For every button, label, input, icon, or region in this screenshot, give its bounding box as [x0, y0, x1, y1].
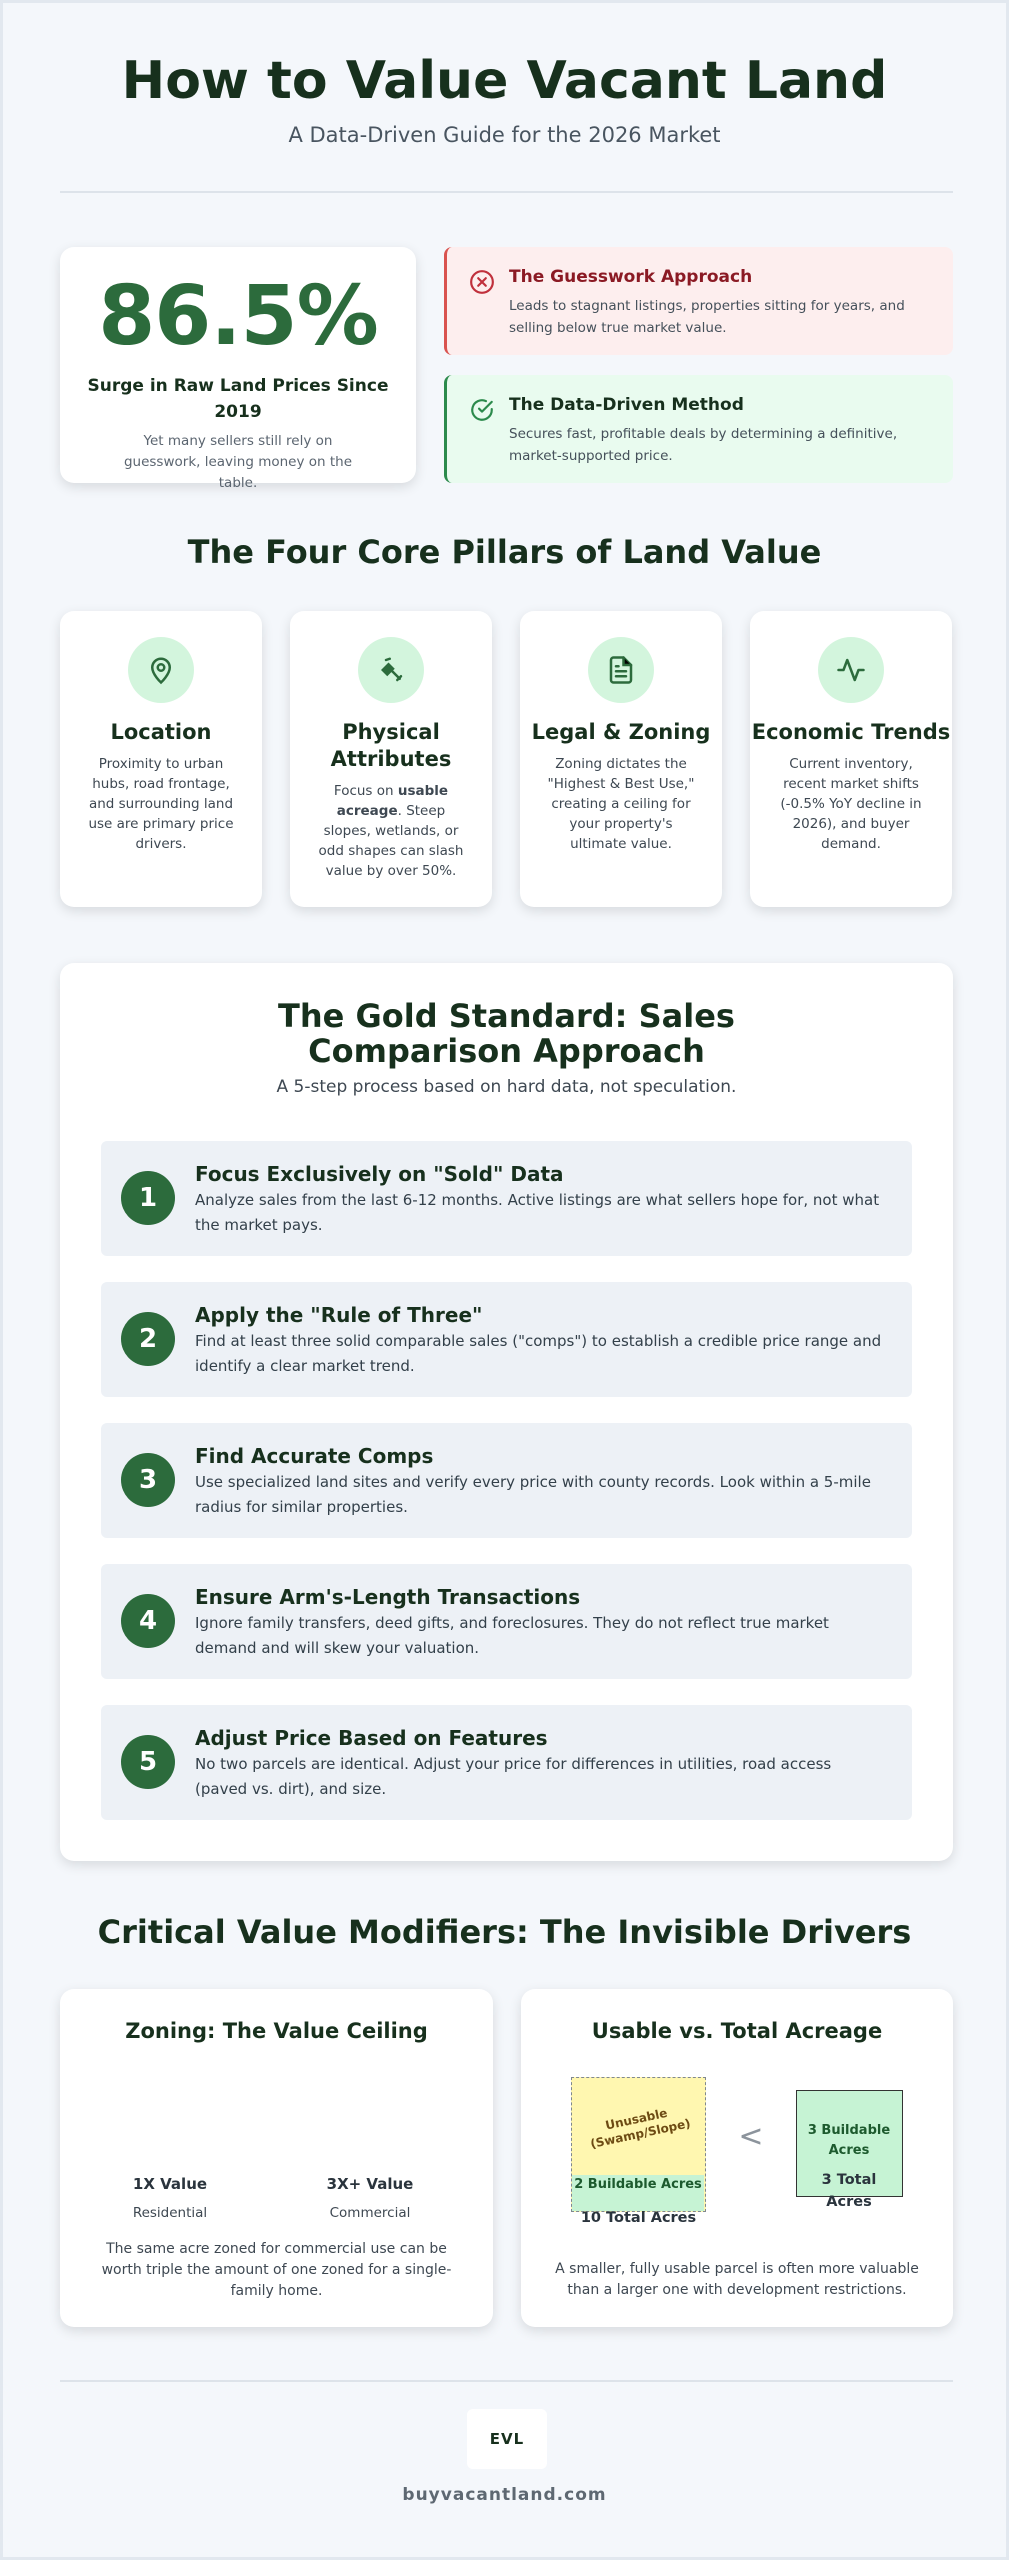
step-title: Ensure Arm's-Length Transactions: [195, 1585, 581, 1609]
step-number: 4: [121, 1594, 175, 1648]
document-icon: [606, 655, 636, 685]
step-number: 3: [121, 1453, 175, 1507]
buildable-big-label: 3 Buildable Acres: [807, 2123, 891, 2158]
step-title: Apply the "Rule of Three": [195, 1303, 483, 1327]
zoning-right-value: 3X+ Value: [326, 2175, 414, 2193]
step-title: Adjust Price Based on Features: [195, 1726, 548, 1750]
gold-subtitle: A 5-step process based on hard data, not speculation.: [276, 1077, 737, 1097]
less-than-symbol: <: [738, 2119, 764, 2154]
pillar-desc: Proximity to urban hubs, road frontage, and surrounding land use are primary price drivers.: [88, 756, 234, 852]
step-number: 1: [121, 1171, 175, 1225]
zoning-title: Zoning: The Value Ceiling: [125, 2019, 428, 2043]
pillar-desc: Focus on usable acreage. Steep slopes, wetlands, or odd shapes can slash value by over 50%.: [318, 783, 464, 879]
unusable-label: Unusable (Swamp/Slope): [589, 2105, 692, 2151]
large-parcel: [571, 2077, 706, 2212]
step-item: [101, 1282, 912, 1397]
footer-divider: [60, 2380, 953, 2382]
pillar-card-legal: [520, 611, 722, 907]
x-circle-icon: [469, 269, 495, 295]
page-title: How to Value Vacant Land: [121, 51, 888, 111]
stat-card: [60, 247, 416, 491]
pillar-title: Location: [110, 720, 212, 744]
pillar-title: Physical Attributes: [330, 720, 452, 771]
pillar-title: Economic Trends: [751, 720, 951, 744]
footer-site-link[interactable]: buyvacantland.com: [402, 2485, 607, 2505]
zoning-card: [60, 1989, 493, 2327]
pillar-card-physical: [290, 611, 492, 907]
step-number: 2: [121, 1312, 175, 1366]
step-desc: Find at least three solid comparable sales ("comps") to establish a credible price range and identify a clear market trend.: [195, 1332, 882, 1375]
zoning-right-label: Commercial: [329, 2205, 411, 2221]
modifiers-title: Critical Value Modifiers: The Invisible Drivers: [97, 1913, 912, 1951]
map-pin-icon: [146, 655, 176, 685]
step-desc: Analyze sales from the last 6-12 months. Active listings are what sellers hope for, not what the market pays.: [195, 1191, 880, 1234]
step-title: Find Accurate Comps: [195, 1444, 434, 1468]
stat-value: 86.5%: [98, 269, 378, 364]
shovel-icon: [376, 655, 406, 685]
step-item: [101, 1423, 912, 1538]
buildable-small-label: 2 Buildable Acres: [572, 2175, 704, 2212]
approach-title: The Guesswork Approach: [509, 267, 753, 287]
acreage-note: A smaller, fully usable parcel is often more valuable than a larger one with development restrictions.: [555, 2261, 919, 2298]
approach-desc: Secures fast, profitable deals by determining a definitive, market-supported price.: [509, 426, 898, 464]
gold-standard-card: [60, 963, 953, 1861]
total-small-label: 3 Total Acres: [821, 2172, 877, 2210]
header-divider: [60, 191, 953, 193]
acreage-card: [521, 1989, 953, 2327]
zoning-left-label: Residential: [132, 2205, 208, 2221]
pillar-desc: Zoning dictates the "Highest & Best Use," creating a ceiling for your property's ultimate value.: [547, 756, 695, 852]
acreage-title: Usable vs. Total Acreage: [591, 2019, 883, 2043]
step-desc: No two parcels are identical. Adjust your price for differences in utilities, road access (paved vs. dirt), and size.: [195, 1755, 832, 1798]
stat-note: Yet many sellers still rely on guesswork, leaving money on the table.: [123, 433, 353, 491]
step-item: [101, 1141, 912, 1256]
data-driven-approach-card: [444, 375, 953, 483]
approach-title: The Data-Driven Method: [509, 395, 744, 415]
pillar-desc: Current inventory, recent market shifts (-0.5% YoY decline in 2026), and buyer demand.: [780, 756, 922, 852]
step-item: [101, 1705, 912, 1820]
page-subtitle: A Data-Driven Guide for the 2026 Market: [288, 123, 721, 147]
pillar-card-economic: [750, 611, 952, 907]
footer-logo: [467, 2409, 547, 2469]
activity-icon: [836, 655, 866, 685]
gold-title: The Gold Standard: Sales Comparison Approach: [278, 997, 735, 1070]
step-item: [101, 1564, 912, 1679]
step-desc: Ignore family transfers, deed gifts, and foreclosures. They do not reflect true market demand and will skew your valuation.: [195, 1614, 829, 1657]
approach-desc: Leads to stagnant listings, properties sitting for years, and selling below true market value.: [509, 298, 905, 336]
pillars-title: The Four Core Pillars of Land Value: [187, 533, 822, 571]
pillar-card-location: [60, 611, 262, 907]
zoning-left-value: 1X Value: [132, 2175, 208, 2193]
total-large-label: 10 Total Acres: [580, 2210, 697, 2226]
zoning-note: The same acre zoned for commercial use can be worth triple the amount of one zoned for a single-family home.: [101, 2241, 452, 2299]
step-number: 5: [121, 1735, 175, 1789]
pillar-desc-bold: usable acreage: [336, 783, 449, 819]
check-circle-icon: [469, 397, 495, 423]
step-title: Focus Exclusively on "Sold" Data: [195, 1162, 564, 1186]
pillar-title: Legal & Zoning: [531, 720, 711, 744]
stat-label: Surge in Raw Land Prices Since 2019: [87, 376, 389, 422]
guesswork-approach-card: [444, 247, 953, 355]
step-desc: Use specialized land sites and verify every price with county records. Look within a 5-mile radius for similar properties.: [195, 1473, 871, 1516]
logo-text: EVL: [489, 2430, 525, 2448]
small-parcel: [796, 2090, 903, 2210]
